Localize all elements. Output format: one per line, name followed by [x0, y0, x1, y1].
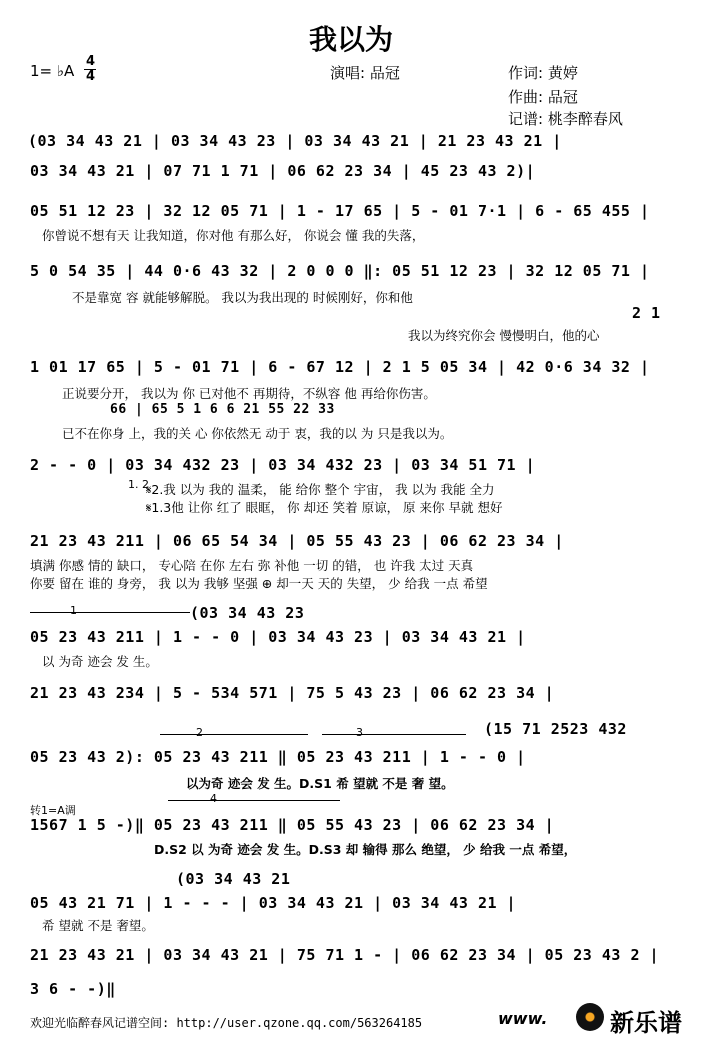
site-logo[interactable]	[498, 1003, 698, 1037]
key-signature: 1= ♭A	[30, 62, 75, 80]
lyric-line: 以 为奇 迹会 发 生。	[42, 654, 158, 669]
lyric-line: 填满 你感 情的 缺口， 专心陪 在你 左右 弥 补他 一切 的错， 也 许我 太过 天真	[30, 558, 474, 573]
logo-prefix: www.	[498, 1009, 548, 1028]
upper-notes: (15 71 2523 432	[484, 720, 627, 738]
singer: 演唱: 品冠	[330, 64, 400, 82]
upper-notes: (03 34 43 21	[176, 870, 291, 888]
notation-row: 05 23 43 211 | 1 - - 0 | 03 34 43 23 | 03 34 43 21 |	[30, 628, 526, 646]
lyric-line: D.S2 以 为奇 迹会 发 生。D.S3 却 输得 那么 绝望， 少 给我 一点 希望，	[154, 842, 577, 857]
composer: 作曲: 品冠	[508, 88, 578, 106]
transcriber: 记谱: 桃李醉春风	[508, 110, 623, 128]
notation-row: 05 51 12 23 | 32 12 05 71 | 1 - 17 65 | 5 - 01 7·1 | 6 - 65 455 |	[30, 202, 650, 220]
notation-row: 1567 1 5 -)‖ 05 23 43 211 ‖ 05 55 43 23 | 06 62 23 34 |	[30, 816, 555, 834]
footer-credit: 欢迎光临醉春风记谱空间: http://user.qzone.qq.com/563264185	[30, 1016, 423, 1030]
upper-notes: (03 34 43 23	[190, 604, 305, 622]
alt-notes: 66 | 65 5 1 6 6 21 55 22 33	[110, 402, 335, 417]
vinyl-disc-icon	[576, 1003, 604, 1031]
notation-row: 21 23 43 21 | 03 34 43 21 | 75 71 1 - | 06 62 23 34 | 05 23 43 2 |	[30, 946, 660, 964]
notation-row: (03 34 43 21 | 03 34 43 23 | 03 34 43 21 | 21 23 43 21 |	[28, 132, 562, 150]
lyric-line: 不是靠宽 容 就能够解脱。 我以为我出现的 时候刚好，你和他	[72, 290, 413, 305]
lyric-line-alt: 你要 留在 谁的 身旁， 我 以为 我够 坚强 ⊕ 却一天 天的 失望， 少 给我 一点 希望	[30, 576, 488, 591]
volta-bracket	[30, 612, 190, 613]
lyric-line: 𝄋2.我 以为 我的 温柔， 能 给你 整个 宇宙， 我 以为 我能 全力	[146, 482, 495, 497]
lyricist: 作词: 黄婷	[508, 64, 578, 82]
volta-number: 1	[70, 604, 77, 617]
volta-number: 4	[210, 792, 217, 805]
volta-bracket	[168, 800, 340, 801]
lyric-line-alt: 𝄋1.3他 让你 红了 眼眶， 你 却还 笑着 原谅， 原 来你 早就 想好	[146, 500, 503, 515]
lyric-line: 以为奇 迹会 发 生。D.S1 希 望就 不是 奢 望。	[186, 776, 454, 791]
time-signature-bottom: 4	[86, 69, 96, 84]
notation-row: 21 23 43 234 | 5 - 534 571 | 75 5 43 23 | 06 62 23 34 |	[30, 684, 555, 702]
lyric-line: 希 望就 不是 奢望。	[42, 918, 154, 933]
lyric-line: 你曾说不想有天 让我知道，你对他 有那么好， 你说会 懂 我的失落，	[42, 228, 425, 243]
notation-row: 2 - - 0 | 03 34 432 23 | 03 34 432 23 | 03 34 51 71 |	[30, 456, 536, 474]
notation-row: 21 23 43 211 | 06 65 54 34 | 05 55 43 23 | 06 62 23 34 |	[30, 532, 564, 550]
notation-row: 05 43 21 71 | 1 - - - | 03 34 43 21 | 03 34 43 21 |	[30, 894, 517, 912]
volta-number: 2	[196, 726, 203, 739]
key-change: 转1=A调	[30, 804, 76, 817]
lyric-line-alt: 我以为终究你会 慢慢明白，他的心	[408, 328, 600, 343]
notation-row: 5 0 54 35 | 44 0·6 43 32 | 2 0 0 0 ‖: 05 51 12 23 | 32 12 05 71 |	[30, 262, 650, 280]
notation-row: 3 6 - -)‖	[30, 980, 116, 998]
volta-bracket	[160, 734, 308, 735]
time-signature-top: 4	[86, 54, 96, 69]
logo-name: 新乐谱	[610, 1009, 682, 1037]
volta-number: 3	[356, 726, 363, 739]
lyric-line-alt: 已不在你身 上，我的关 心 你依然无 动于 衷，我的以 为 只是我以为。	[62, 426, 453, 441]
notation-row: 1 01 17 65 | 5 - 01 71 | 6 - 67 12 | 2 1 5 05 34 | 42 0·6 34 32 |	[30, 358, 650, 376]
alt-notes: 2 1	[632, 304, 661, 322]
notation-row: 05 23 43 2): 05 23 43 211 ‖ 05 23 43 211 | 1 - - 0 |	[30, 748, 526, 766]
volta-bracket	[322, 734, 466, 735]
song-title: 我以为	[308, 23, 393, 56]
ending-marker: 1. 2	[128, 478, 149, 491]
lyric-line: 正说要分开， 我以为 你 已对他不 再期待，不纵容 他 再给你伤害。	[62, 386, 436, 401]
notation-row: 03 34 43 21 | 07 71 1 71 | 06 62 23 34 | 45 23 43 2)|	[30, 162, 536, 180]
